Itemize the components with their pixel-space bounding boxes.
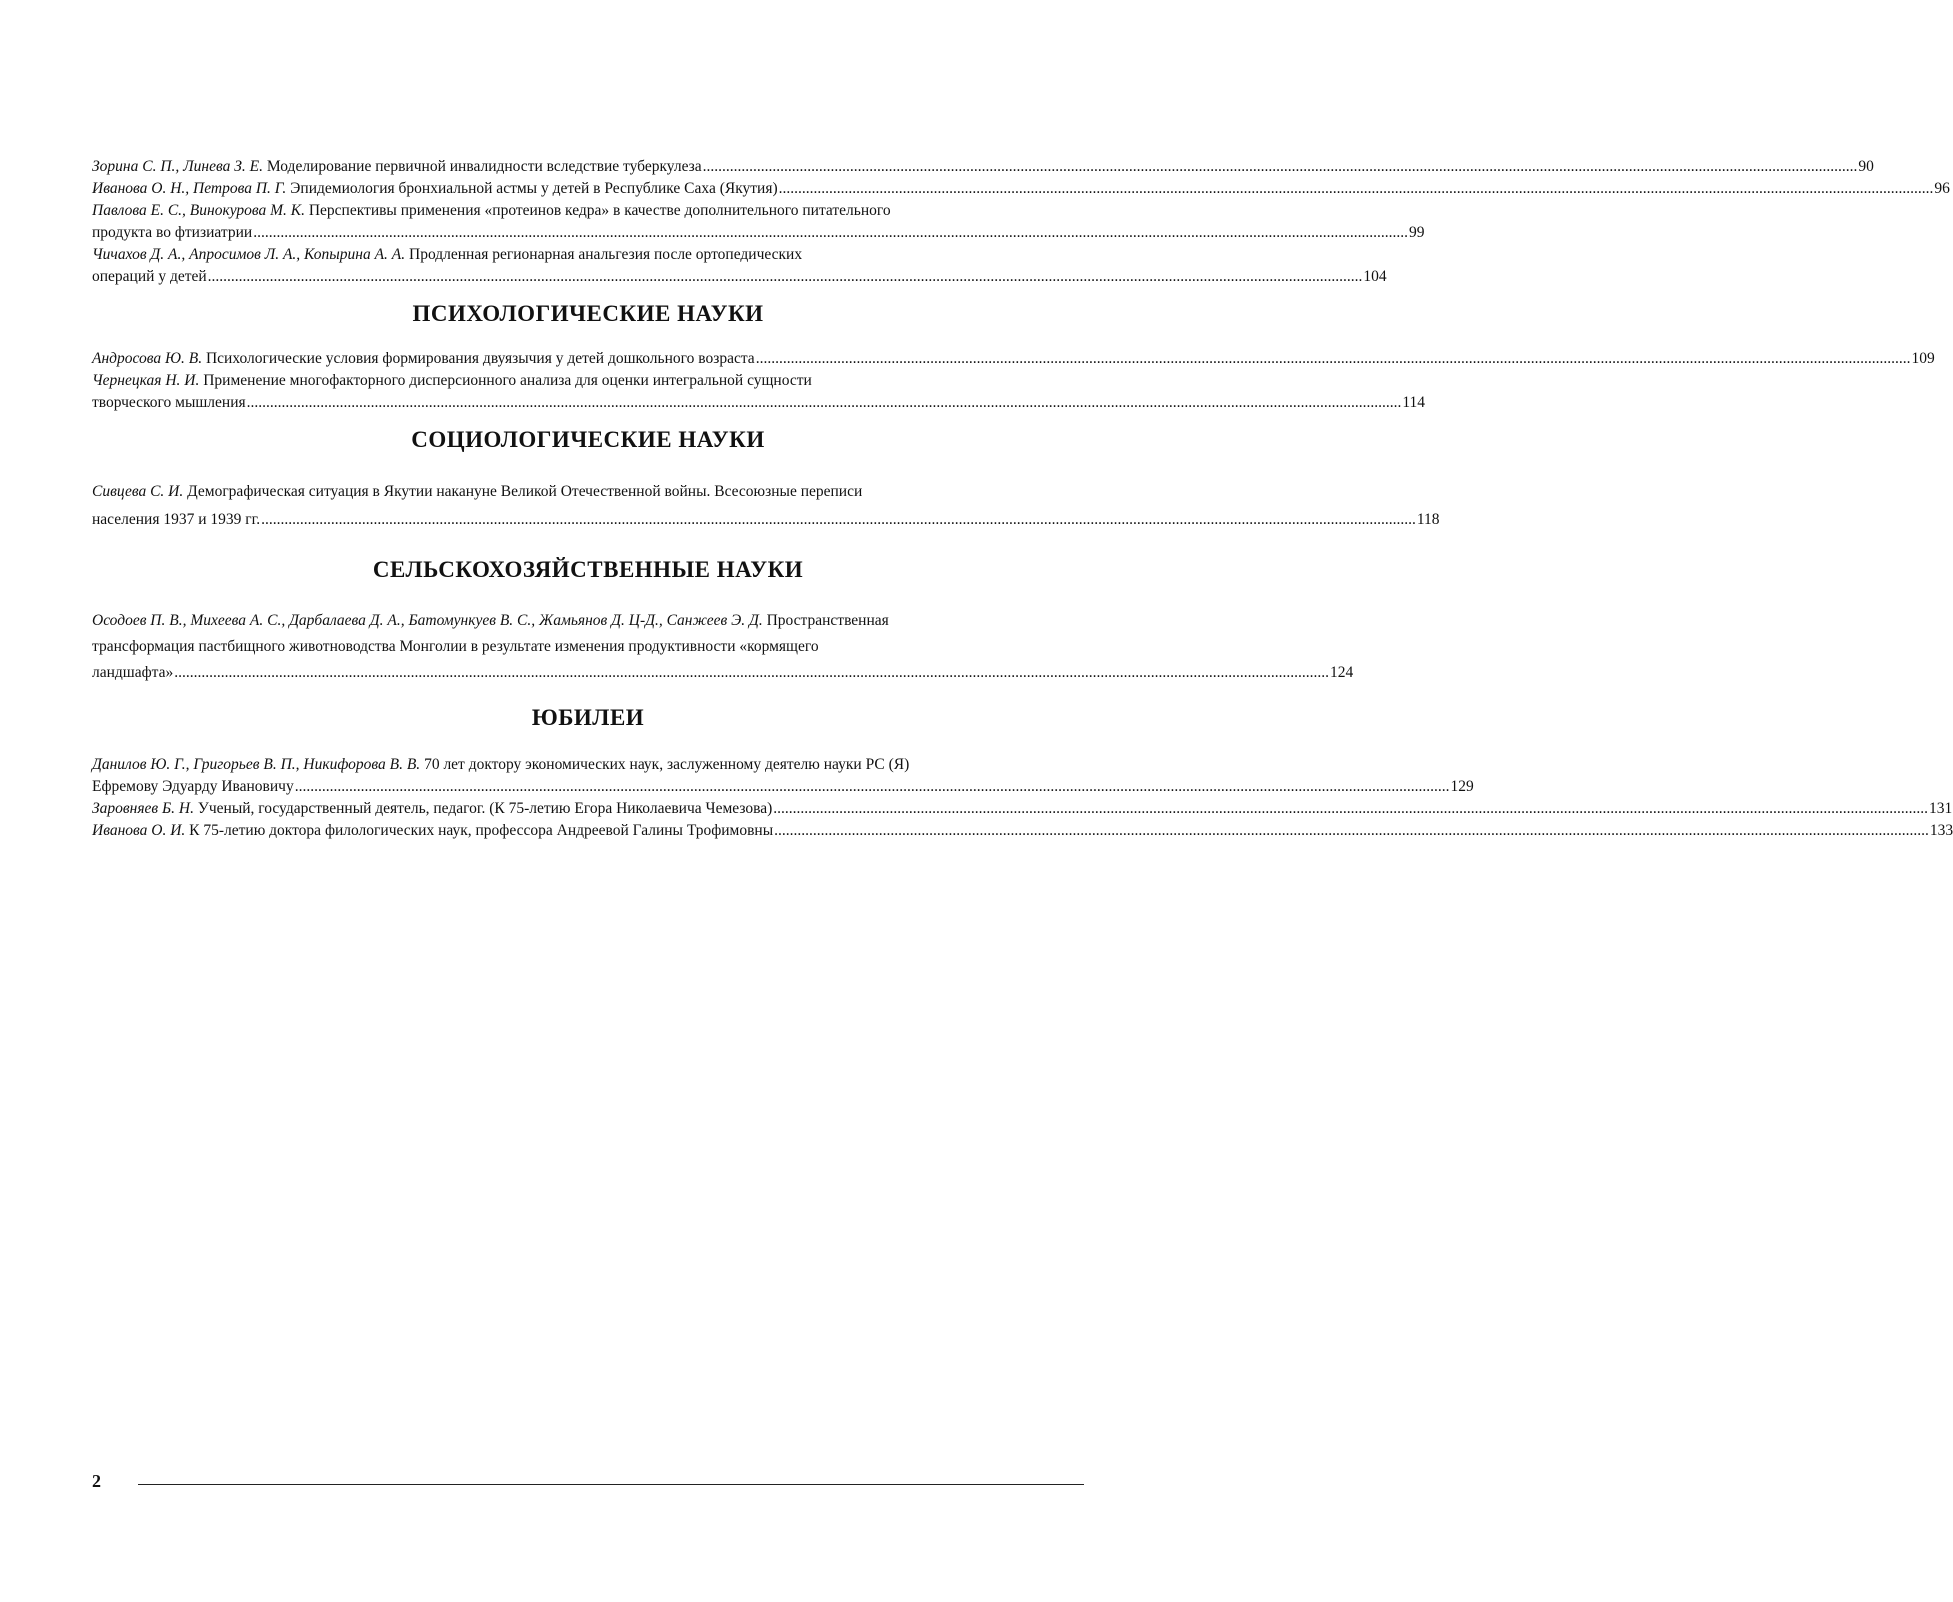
entry-title: К 75-летию доктора филологических наук, профессора Андреевой Галины Трофимовны bbox=[189, 822, 774, 839]
entry-page: 96 bbox=[1934, 180, 1950, 197]
page-number: 2 bbox=[92, 1471, 101, 1491]
entry-authors: Андросова Ю. В. bbox=[92, 350, 203, 367]
entry-authors: Зорина С. П., Линева З. Е. bbox=[92, 158, 263, 175]
entry-page: 90 bbox=[1858, 158, 1874, 175]
footer-rule bbox=[138, 1484, 1084, 1485]
entry-title-cont: продукта во фтизиатрии bbox=[92, 224, 253, 241]
entry-page: 99 bbox=[1408, 224, 1425, 241]
toc-entry bbox=[92, 200, 1425, 244]
entry-page: 109 bbox=[1911, 350, 1935, 367]
entry-page: 104 bbox=[1363, 268, 1387, 285]
toc-entry bbox=[92, 244, 1387, 288]
entry-authors: Чернецкая Н. И. bbox=[92, 372, 200, 389]
toc-entry bbox=[92, 156, 1874, 178]
entry-authors: Павлова Е. С., Винокурова М. К. bbox=[92, 202, 305, 219]
entry-title: Моделирование первичной инвалидности вследствие туберкулеза bbox=[266, 158, 702, 175]
entry-page: 114 bbox=[1402, 394, 1426, 411]
toc-entry bbox=[92, 608, 1354, 686]
entry-title-cont: населения 1937 и 1939 гг. bbox=[92, 511, 261, 528]
entry-title-cont: ландшафта» bbox=[92, 664, 174, 681]
toc-entry bbox=[92, 478, 1440, 534]
entry-title-cont: трансформация пастбищного животноводства Монголии в результате изменения продуктивности «кормящего bbox=[92, 638, 819, 655]
entry-title-cont: творческого мышления bbox=[92, 394, 246, 411]
entry-authors: Данилов Ю. Г., Григорьев В. П., Никифорова В. В. bbox=[92, 756, 421, 773]
section-title-agriculture: СЕЛЬСКОХОЗЯЙСТВЕННЫЕ НАУКИ bbox=[372, 557, 804, 582]
entry-authors: Иванова О. И. bbox=[92, 822, 186, 839]
entry-title: Применение многофакторного дисперсионного анализа для оценки интегральной сущности bbox=[203, 372, 812, 389]
toc-entry bbox=[92, 348, 1935, 370]
entry-page: 133 bbox=[1929, 822, 1953, 839]
toc-entry bbox=[92, 178, 1950, 200]
entry-page: 129 bbox=[1450, 778, 1474, 795]
entry-page: 118 bbox=[1416, 511, 1440, 528]
entry-title-cont: Ефремову Эдуарду Ивановичу bbox=[92, 778, 294, 795]
section-title-sociology: СОЦИОЛОГИЧЕСКИЕ НАУКИ bbox=[411, 427, 765, 452]
entry-title: 70 лет доктору экономических наук, заслуженному деятелю науки РС (Я) bbox=[424, 756, 910, 773]
entry-page: 131 bbox=[1929, 800, 1953, 817]
entry-title: Пространственная bbox=[766, 612, 889, 629]
section-title-jubilees: ЮБИЛЕИ bbox=[531, 705, 645, 730]
entry-authors: Сивцева С. И. bbox=[92, 483, 184, 500]
entry-page: 124 bbox=[1330, 664, 1354, 681]
entry-title-cont: операций у детей bbox=[92, 268, 207, 285]
toc-entry bbox=[92, 754, 1474, 798]
entry-authors: Иванова О. Н., Петрова П. Г. bbox=[92, 180, 287, 197]
toc-entry bbox=[92, 798, 1953, 820]
section-title-psychology: ПСИХОЛОГИЧЕСКИЕ НАУКИ bbox=[412, 301, 764, 326]
entry-title: Ученый, государственный деятель, педагог. (К 75-летию Егора Николаевича Чемезова) bbox=[197, 800, 773, 817]
entry-title: Продленная регионарная анальгезия после ортопедических bbox=[409, 246, 803, 263]
entry-title: Психологические условия формирования двуязычия у детей дошкольного возраста bbox=[205, 350, 755, 367]
entry-title: Эпидемиология бронхиальной астмы у детей в Республике Саха (Якутия) bbox=[290, 180, 778, 197]
entry-authors: Осодоев П. В., Михеева А. С., Дарбалаева Д. А., Батомункуев В. С., Жамьянов Д. Ц-Д., Санжеев Э. Д. bbox=[92, 612, 763, 629]
toc-entry bbox=[92, 370, 1426, 414]
entry-authors: Чичахов Д. А., Апросимов Л. А., Копырина А. А. bbox=[92, 246, 406, 263]
table-of-contents bbox=[92, 156, 1953, 842]
entry-title: Демографическая ситуация в Якутии накануне Великой Отечественной войны. Всесоюзные переписи bbox=[187, 483, 863, 500]
entry-authors: Заровняев Б. Н. bbox=[92, 800, 194, 817]
entry-title: Перспективы применения «протеинов кедра» в качестве дополнительного питательного bbox=[308, 202, 891, 219]
toc-entry bbox=[92, 820, 1953, 842]
